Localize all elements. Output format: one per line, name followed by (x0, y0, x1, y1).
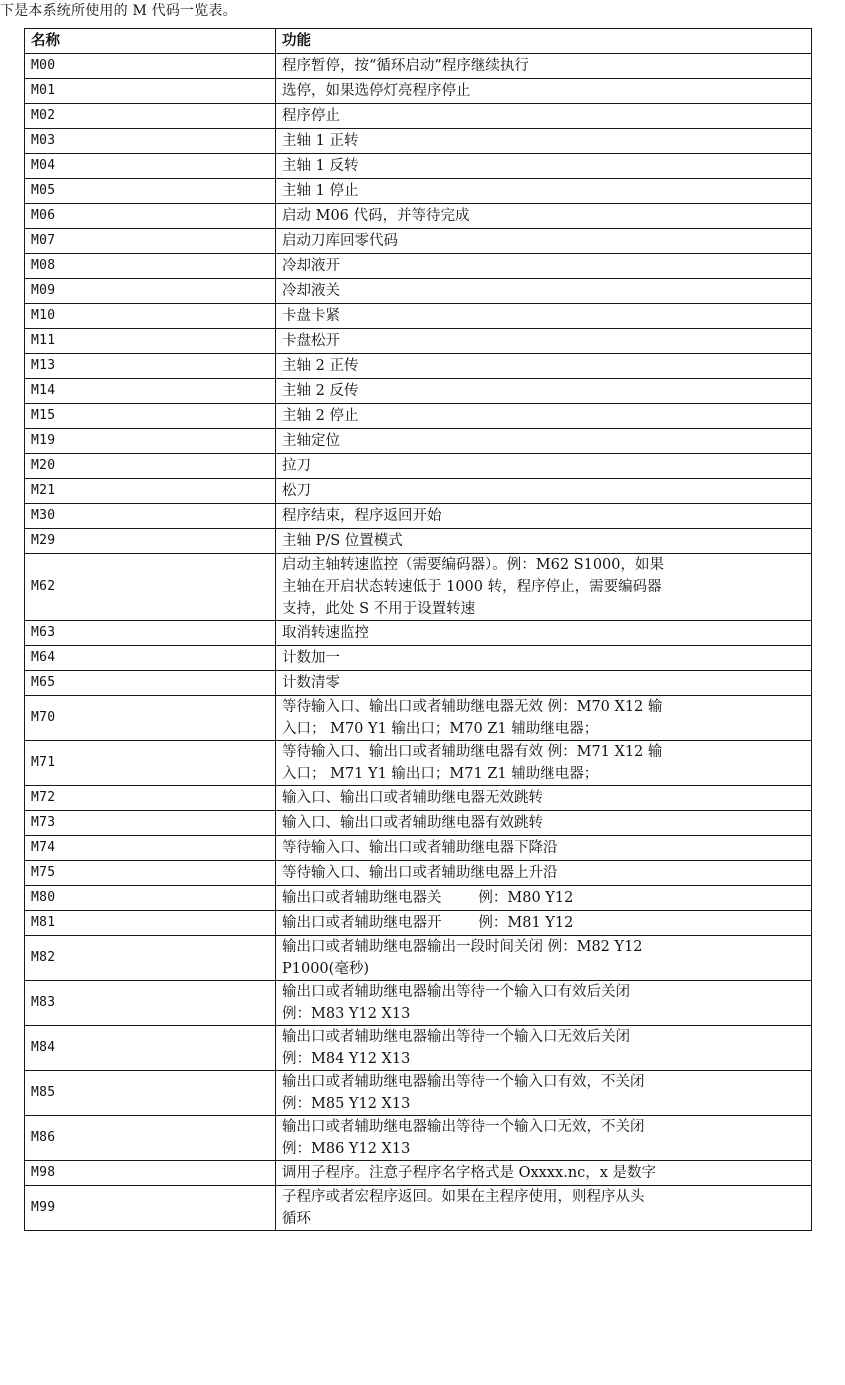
m-code-name-cell: M15 (25, 404, 276, 429)
table-row (25, 329, 812, 354)
function-text-line: 入口； M70 Y1 输出口；M70 Z1 辅助继电器； (282, 721, 599, 737)
function-text-line: 主轴 1 反转 (282, 158, 359, 174)
function-text-line: 例：M86 Y12 X13 (282, 1141, 411, 1157)
table-row (25, 936, 812, 981)
function-text-line: 主轴 P/S 位置模式 (282, 533, 403, 549)
table-row (25, 911, 812, 936)
m-code-name-cell: M13 (25, 354, 276, 379)
m-code-function-cell (276, 1186, 812, 1231)
table-row (25, 254, 812, 279)
m-code-function-cell (276, 504, 812, 529)
function-text-line: 输出口或者辅助继电器输出等待一个输入口有效后关闭 (282, 984, 630, 1000)
m-code-function-cell (276, 429, 812, 454)
function-text-line: 计数加一 (282, 650, 340, 666)
table-row (25, 429, 812, 454)
column-header-name: 名称 (25, 29, 276, 54)
table-row (25, 861, 812, 886)
function-text-line: 取消转速监控 (282, 625, 369, 641)
table-row (25, 54, 812, 79)
m-code-name-cell: M63 (25, 621, 276, 646)
function-text-line: 等待输入口、输出口或者辅助继电器有效 例：M71 X12 输 (282, 744, 663, 760)
m-code-name-cell: M19 (25, 429, 276, 454)
m-code-function-cell (276, 179, 812, 204)
table-row (25, 1071, 812, 1116)
m-code-function-cell (276, 836, 812, 861)
function-text-line: 冷却液关 (282, 283, 340, 299)
table-row (25, 554, 812, 621)
table-row (25, 671, 812, 696)
function-text-line: 调用子程序。注意子程序名字格式是 Oxxxx.nc，x 是数字 (282, 1165, 657, 1181)
table-header-row (25, 29, 812, 54)
m-code-function-cell (276, 936, 812, 981)
function-text-line: 子程序或者宏程序返回。如果在主程序使用，则程序从头 (282, 1189, 645, 1205)
m-code-function-cell (276, 54, 812, 79)
m-code-function-cell (276, 554, 812, 621)
m-code-name-cell: M07 (25, 229, 276, 254)
table-row (25, 1026, 812, 1071)
function-text-line: 冷却液开 (282, 258, 340, 274)
function-text-line: 启动 M06 代码，并等待完成 (282, 208, 470, 224)
table-row (25, 204, 812, 229)
m-code-function-cell (276, 696, 812, 741)
function-text-line: 等待输入口、输出口或者辅助继电器下降沿 (282, 840, 558, 856)
m-code-function-cell (276, 154, 812, 179)
function-text-line: 主轴 2 反传 (282, 383, 359, 399)
table-row (25, 741, 812, 786)
m-code-name-cell: M05 (25, 179, 276, 204)
m-code-name-cell: M03 (25, 129, 276, 154)
m-code-function-cell (276, 1071, 812, 1116)
m-code-name-cell: M65 (25, 671, 276, 696)
m-code-name-cell: M62 (25, 554, 276, 621)
m-code-function-cell (276, 304, 812, 329)
m-code-table (24, 28, 812, 1231)
function-text-line: 输入口、输出口或者辅助继电器有效跳转 (282, 815, 543, 831)
column-header-function: 功能 (276, 29, 812, 54)
function-text-line: 例：M83 Y12 X13 (282, 1006, 411, 1022)
function-text-line: 输出口或者辅助继电器输出等待一个输入口无效，不关闭 (282, 1119, 645, 1135)
m-code-function-cell (276, 811, 812, 836)
table-row (25, 179, 812, 204)
table-row (25, 529, 812, 554)
m-code-name-cell: M10 (25, 304, 276, 329)
m-code-function-cell (276, 741, 812, 786)
m-code-name-cell: M98 (25, 1161, 276, 1186)
m-code-function-cell (276, 1116, 812, 1161)
table-row (25, 504, 812, 529)
table-row (25, 886, 812, 911)
m-code-function-cell (276, 279, 812, 304)
table-row (25, 1161, 812, 1186)
table-row (25, 279, 812, 304)
m-code-function-cell (276, 479, 812, 504)
function-text-line: 循环 (282, 1211, 311, 1227)
function-text-line: 入口； M71 Y1 输出口；M71 Z1 辅助继电器； (282, 766, 599, 782)
table-row (25, 696, 812, 741)
m-code-name-cell: M84 (25, 1026, 276, 1071)
function-text-line: 启动刀库回零代码 (282, 233, 398, 249)
function-text-line: 卡盘松开 (282, 333, 340, 349)
m-code-name-cell: M08 (25, 254, 276, 279)
m-code-name-cell: M73 (25, 811, 276, 836)
function-text-line: 程序暂停，按“循环启动”程序继续执行 (282, 58, 529, 74)
function-text-line: 计数清零 (282, 675, 340, 691)
m-code-function-cell (276, 204, 812, 229)
table-row (25, 79, 812, 104)
m-code-name-cell: M85 (25, 1071, 276, 1116)
m-code-name-cell: M82 (25, 936, 276, 981)
m-code-name-cell: M11 (25, 329, 276, 354)
function-text-line: 输出口或者辅助继电器开 例：M81 Y12 (282, 915, 574, 931)
m-code-function-cell (276, 79, 812, 104)
m-code-function-cell (276, 671, 812, 696)
m-code-name-cell: M06 (25, 204, 276, 229)
table-row (25, 786, 812, 811)
function-text-line: 输出口或者辅助继电器输出一段时间关闭 例：M82 Y12 (282, 939, 643, 955)
table-row (25, 454, 812, 479)
table-row (25, 379, 812, 404)
m-code-name-cell: M30 (25, 504, 276, 529)
m-code-name-cell: M02 (25, 104, 276, 129)
table-row (25, 646, 812, 671)
m-code-function-cell (276, 529, 812, 554)
function-text-line: 主轴在开启状态转速低于 1000 转，程序停止，需要编码器 (282, 579, 662, 595)
m-code-function-cell (276, 1026, 812, 1071)
function-text-line: P1000(毫秒) (282, 961, 369, 977)
m-code-function-cell (276, 379, 812, 404)
m-code-function-cell (276, 404, 812, 429)
m-code-name-cell: M09 (25, 279, 276, 304)
function-text-line: 输出口或者辅助继电器输出等待一个输入口无效后关闭 (282, 1029, 630, 1045)
function-text-line: 等待输入口、输出口或者辅助继电器无效 例：M70 X12 输 (282, 699, 663, 715)
m-code-function-cell (276, 861, 812, 886)
m-code-name-cell: M01 (25, 79, 276, 104)
function-text-line: 主轴 1 停止 (282, 183, 359, 199)
m-code-name-cell: M81 (25, 911, 276, 936)
m-code-function-cell (276, 911, 812, 936)
function-text-line: 支持，此处 S 不用于设置转速 (282, 601, 476, 617)
function-text-line: 主轴定位 (282, 433, 340, 449)
function-text-line: 程序结束，程序返回开始 (282, 508, 442, 524)
table-row (25, 354, 812, 379)
m-code-function-cell (276, 786, 812, 811)
function-text-line: 输出口或者辅助继电器输出等待一个输入口有效，不关闭 (282, 1074, 645, 1090)
m-code-function-cell (276, 454, 812, 479)
table-row (25, 404, 812, 429)
function-text-line: 等待输入口、输出口或者辅助继电器上升沿 (282, 865, 558, 881)
table-row (25, 154, 812, 179)
table-row (25, 981, 812, 1026)
m-code-name-cell: M71 (25, 741, 276, 786)
m-code-function-cell (276, 354, 812, 379)
function-text-line: 主轴 2 停止 (282, 408, 359, 424)
m-code-name-cell: M99 (25, 1186, 276, 1231)
function-text-line: 输入口、输出口或者辅助继电器无效跳转 (282, 790, 543, 806)
m-code-function-cell (276, 1161, 812, 1186)
m-code-function-cell (276, 229, 812, 254)
m-code-name-cell: M72 (25, 786, 276, 811)
m-code-function-cell (276, 646, 812, 671)
function-text-line: 拉刀 (282, 458, 311, 474)
m-code-name-cell: M75 (25, 861, 276, 886)
function-text-line: 主轴 2 正传 (282, 358, 359, 374)
m-code-name-cell: M74 (25, 836, 276, 861)
m-code-function-cell (276, 254, 812, 279)
m-code-name-cell: M70 (25, 696, 276, 741)
table-row (25, 304, 812, 329)
function-text-line: 卡盘卡紧 (282, 308, 340, 324)
function-text-line: 例：M85 Y12 X13 (282, 1096, 411, 1112)
m-code-name-cell: M29 (25, 529, 276, 554)
m-code-function-cell (276, 981, 812, 1026)
table-row (25, 479, 812, 504)
m-code-name-cell: M86 (25, 1116, 276, 1161)
function-text-line: 启动主轴转速监控（需要编码器）。例：M62 S1000，如果 (282, 557, 664, 573)
m-code-function-cell (276, 886, 812, 911)
table-row (25, 229, 812, 254)
function-text-line: 松刀 (282, 483, 311, 499)
table-row (25, 1186, 812, 1231)
m-code-function-cell (276, 104, 812, 129)
table-row (25, 811, 812, 836)
m-code-name-cell: M04 (25, 154, 276, 179)
table-row (25, 836, 812, 861)
m-code-name-cell: M20 (25, 454, 276, 479)
function-text-line: 主轴 1 正转 (282, 133, 359, 149)
table-row (25, 1116, 812, 1161)
m-code-name-cell: M64 (25, 646, 276, 671)
m-code-function-cell (276, 129, 812, 154)
m-code-name-cell: M80 (25, 886, 276, 911)
function-text-line: 输出口或者辅助继电器关 例：M80 Y12 (282, 890, 574, 906)
m-code-function-cell (276, 329, 812, 354)
table-body (25, 54, 812, 1231)
m-code-name-cell: M83 (25, 981, 276, 1026)
m-code-name-cell: M21 (25, 479, 276, 504)
table-row (25, 104, 812, 129)
m-code-function-cell (276, 621, 812, 646)
function-text-line: 选停，如果选停灯亮程序停止 (282, 83, 471, 99)
table-row (25, 129, 812, 154)
function-text-line: 程序停止 (282, 108, 340, 124)
m-code-name-cell: M00 (25, 54, 276, 79)
table-row (25, 621, 812, 646)
intro-text: 下是本系统所使用的 M 代码一览表。 (0, 3, 237, 19)
function-text-line: 例：M84 Y12 X13 (282, 1051, 411, 1067)
m-code-name-cell: M14 (25, 379, 276, 404)
